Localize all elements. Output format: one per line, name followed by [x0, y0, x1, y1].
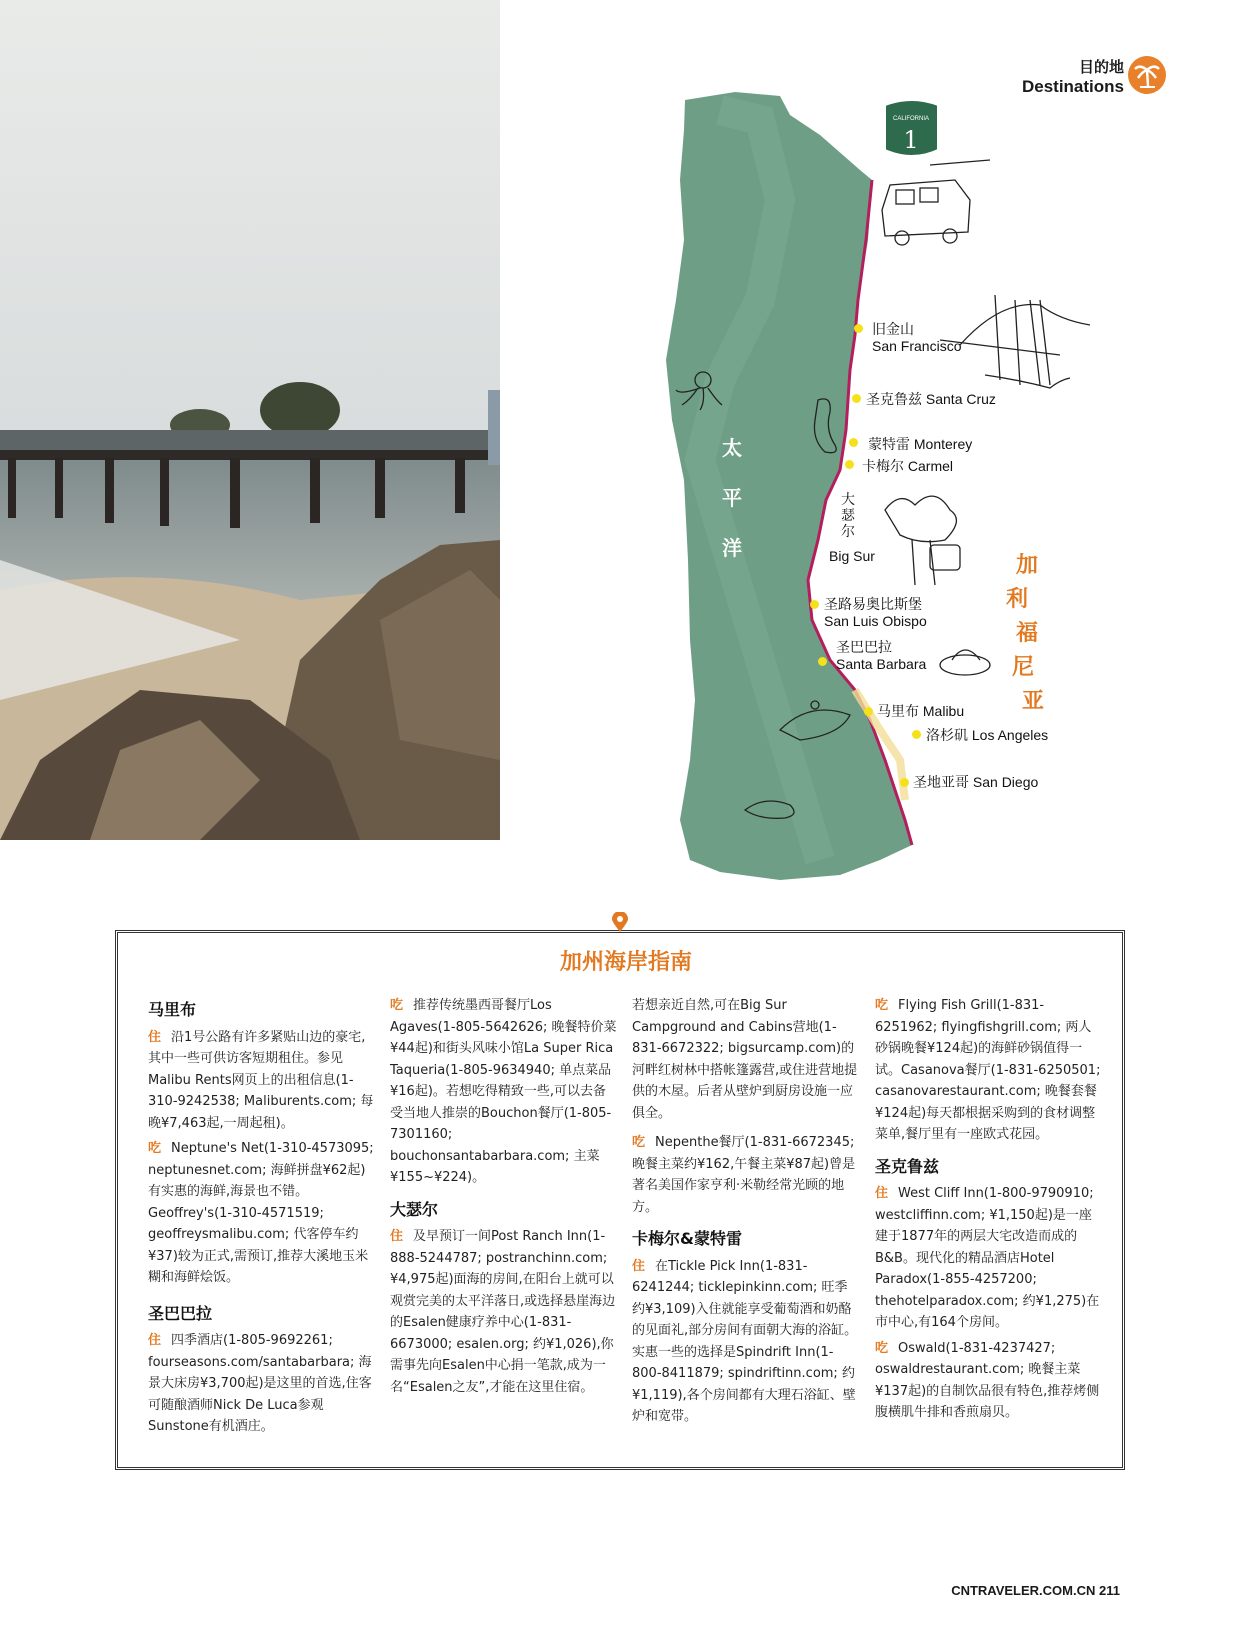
city-big-sur: Big Sur — [829, 548, 875, 564]
camp-paragraph: 若想亲近自然,可在Big Sur Campground and Cabins营地(1-831-6672322; bigsurcamp.com)的河畔红树林中搭帐篷露营,或住进营地提供的木屋。后者从壁炉到厨房设施一应俱全。 — [632, 998, 858, 1121]
city-malibu: 马里布 Malibu — [877, 703, 965, 720]
eat-paragraph: 吃 Flying Fish Grill(1-831-6251962; flyingfishgrill.com; 两人砂锅晚餐¥124起)的海鲜砂锅值得一试。Casanova餐厅(1-831-6250501; casanovarestaurant.com; 晚餐套餐¥124起)每天都根据采购到的食材调整菜单,餐厅里有一座欧式花园。 — [875, 998, 1101, 1142]
map-dot-carmel — [845, 460, 854, 469]
city-san-francisco: 旧金山 San Francisco — [872, 322, 962, 354]
shield-number: 1 — [903, 126, 919, 154]
region-malibu: 马里布 — [148, 1000, 197, 1019]
state-label-1: 加 — [1015, 553, 1038, 578]
city-carmel: 卡梅尔 Carmel — [862, 458, 954, 475]
van-sketch — [882, 160, 990, 245]
stay-paragraph: 住 四季酒店(1-805-9692261; fourseasons.com/santabarbara; 海景大床房¥3,700起)是这里的首选,住客可随酿酒师Nick De Luca参观Sunstone有机酒庄。 — [148, 1333, 372, 1434]
ocean-label-1: 太 — [722, 436, 742, 460]
tree-car-sketch — [885, 496, 960, 585]
location-pin-icon — [612, 912, 628, 932]
guide-col-1 — [148, 995, 376, 1442]
palm-tree-icon — [1128, 56, 1166, 94]
guide-title: 加州海岸指南 — [559, 950, 692, 975]
city-santa-cruz: 圣克鲁兹 Santa Cruz — [866, 391, 996, 408]
stay-paragraph: 住 West Cliff Inn(1-800-9790910; westcliffinn.com; ¥1,150起)是一座建于1877年的两层大宅改造而成的B&B。现代化的精品酒店Hotel Paradox(1-855-4257200; thehotelparadox.com; 约¥1,275)在市中心,有164个房间。 — [875, 1186, 1100, 1330]
stay-paragraph: 住 沿1号公路有许多紧贴山边的豪宅,其中一些可供访客短期租住。参见Malibu Rents网页上的出租信息(1-310-9242538; Maliburents.com; 每晚¥7,463起,一周起租)。 — [148, 1029, 374, 1131]
ocean-label-2: 平 — [722, 486, 742, 510]
map-dot-slo — [810, 600, 819, 609]
map-dot-monterey — [849, 438, 858, 447]
state-label-3: 福 — [1015, 621, 1038, 646]
map-dot-santa-cruz — [852, 394, 861, 403]
state-label-2: 利 — [1005, 587, 1028, 612]
eat-paragraph: 吃 Nepenthe餐厅(1-831-6672345; 晚餐主菜约¥162,午餐主菜¥87起)曾是著名美国作家亨利·米勒经常光顾的地方。 — [632, 1135, 856, 1215]
route-1-shield-icon — [885, 100, 938, 156]
map-dot-san-diego — [900, 778, 909, 787]
city-monterey: 蒙特雷 Monterey — [868, 436, 973, 453]
city-santa-barbara: 圣巴巴拉 Santa Barbara — [836, 640, 927, 672]
map-dot-santa-barbara — [818, 657, 827, 666]
eat-paragraph: 吃 推荐传统墨西哥餐厅Los Agaves(1-805-5642626; 晚餐特价菜¥44起)和街头风味小馆La Super Rica Taqueria(1-805-9634940; 单点菜品¥16起)。若想吃得精致一些,可以去备受当地人推崇的Bouchon餐厅(1-805-7301160; bouchonsantabarbara.com; 主菜¥155~¥224)。 — [390, 998, 617, 1185]
stay-paragraph: 住 在Tickle Pick Inn(1-831-6241244; ticklepinkinn.com; 旺季约¥3,109)入住就能享受葡萄酒和奶酪的见面礼,部分房间有面朝大海的浴缸。实惠一些的选择是Spindrift Inn(1-800-8411879; spindriftinn.com; 约¥1,119),各个房间都有大理石浴缸、壁炉和宽带。 — [632, 1258, 858, 1424]
state-label-5: 亚 — [1021, 689, 1044, 714]
california-coast-map — [600, 90, 1160, 890]
region-carmel-monterey: 卡梅尔&蒙特雷 — [632, 1229, 742, 1248]
eat-paragraph: 吃 Oswald(1-831-4237427; oswaldrestaurant.com; 晚餐主菜¥137起)的自制饮品很有特色,推荐烤侧腹横肌牛排和香煎扇贝。 — [875, 1340, 1100, 1420]
region-santa-barbara: 圣巴巴拉 — [148, 1303, 213, 1323]
guide-col-3 — [632, 995, 860, 1432]
city-san-luis-obispo: 圣路易奥比斯堡 San Luis Obispo — [824, 597, 927, 629]
eat-paragraph: 吃 Neptune's Net(1-310-4573095; neptunesnet.com; 海鲜拼盘¥62起)有实惠的海鲜,海景也不错。Geoffrey's(1-310-4571519; geoffreysmalibu.com; 代客停车约¥37)较为正式,需预订,推荐大溪地玉米糊和海鲜烩饭。 — [148, 1141, 374, 1285]
city-san-diego: 圣地亚哥 San Diego — [913, 774, 1039, 791]
footer-site: CNTRAVELER.COM.CN — [951, 1583, 1096, 1598]
shield-text: CALIFORNIA — [892, 116, 930, 122]
region-santa-cruz: 圣克鲁兹 — [875, 1156, 940, 1176]
state-label-4: 尼 — [1011, 655, 1034, 680]
ocean-label-3: 洋 — [722, 536, 742, 560]
map-dot-la — [912, 730, 921, 739]
pier-beach-photo — [0, 0, 500, 840]
guide-columns — [148, 995, 1103, 1465]
hat-sketch — [940, 650, 990, 675]
section-title-cn: 目的地 — [1078, 58, 1124, 76]
guide-col-4 — [875, 995, 1103, 1428]
section-title-en: Destinations — [1021, 77, 1124, 96]
page-number: 211 — [1099, 1583, 1120, 1598]
region-big-sur: 大瑟尔 — [390, 1199, 439, 1219]
guide-col-2 — [390, 995, 618, 1402]
city-big-sur-cn: 大 瑟 尔 — [841, 492, 855, 540]
golden-gate-bridge-sketch — [940, 295, 1090, 388]
city-los-angeles: 洛杉矶 Los Angeles — [926, 727, 1049, 744]
page-footer — [951, 1583, 1120, 1598]
map-dot-malibu — [864, 707, 873, 716]
stay-paragraph: 住 及早预订一间Post Ranch Inn(1-888-5244787; postranchinn.com; ¥4,975起)面海的房间,在阳台上就可以观赏完美的太平洋落日,或选择悬崖海边的Esalen健康疗养中心(1-831-6673000; esalen.org; 约¥1,026),你需事先向Esalen中心捐一笔款,成为一名“Esalen之友”,才能在这里住宿。 — [390, 1229, 616, 1395]
map-dot-sf — [854, 324, 863, 333]
